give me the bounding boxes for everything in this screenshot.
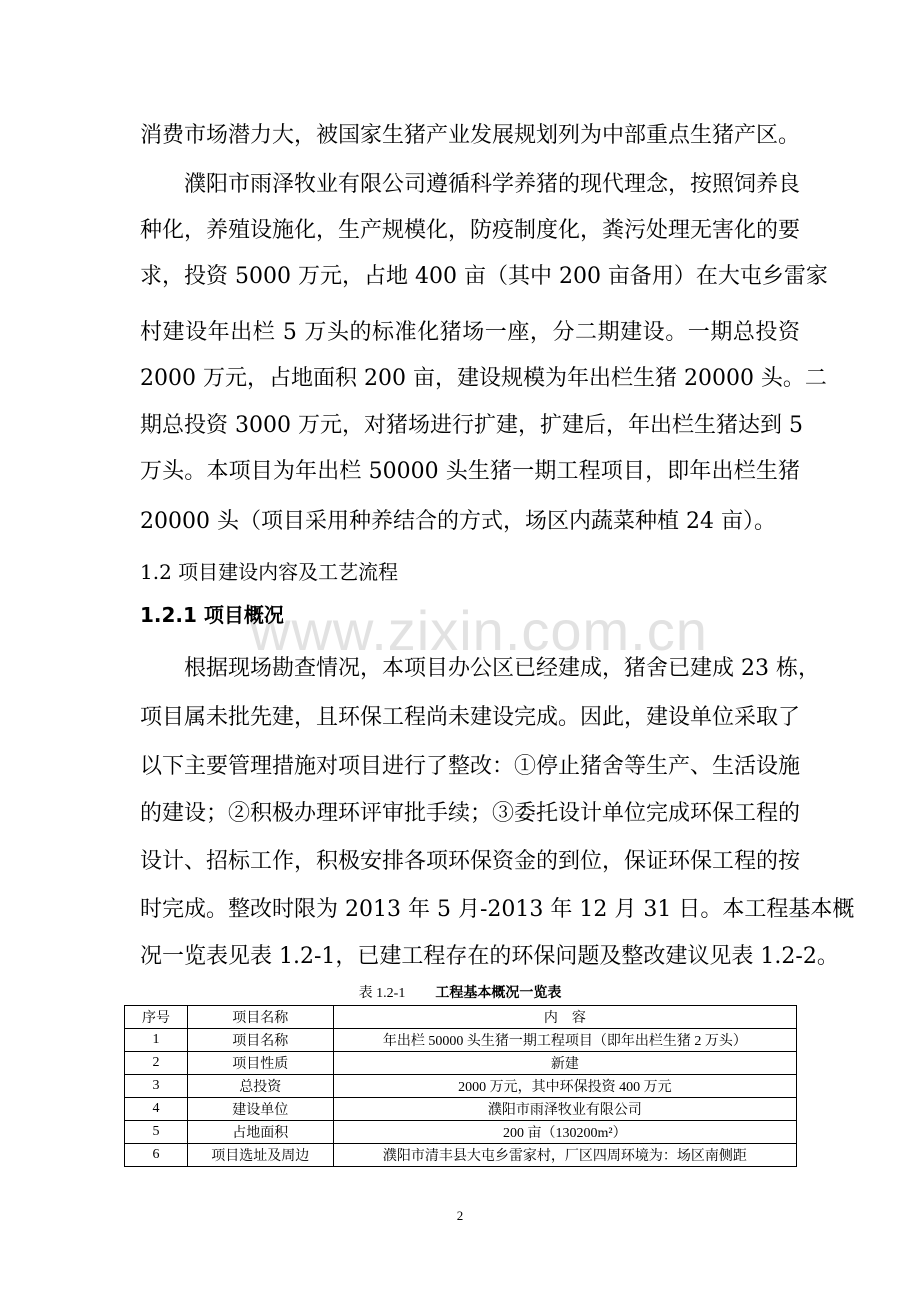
table-row (125, 1052, 797, 1075)
paragraph-line: 期总投资 3000 万元，对猪场进行扩建，扩建后，年出栏生猪达到 5 (140, 413, 803, 438)
paragraph-line: 2000 万元，占地面积 200 亩，建设规模为年出栏生猪 20000 头。二 (140, 366, 827, 391)
paragraph-line: 根据现场勘查情况，本项目办公区已经建成，猪舍已建成 23 栋， (184, 656, 820, 681)
paragraph-line: 消费市场潜力大，被国家生猪产业发展规划列为中部重点生猪产区。 (140, 123, 801, 148)
paragraph-line: 濮阳市雨泽牧业有限公司遵循科学养猪的现代理念，按照饲养良 (184, 172, 801, 197)
paragraph-line: 求，投资 5000 万元，占地 400 亩（其中 200 亩备用）在大屯乡雷家 (140, 264, 828, 289)
table-header-row (125, 1006, 797, 1029)
table-header-cell: 内 容 (333, 1006, 796, 1029)
table-row (125, 1144, 797, 1167)
table-cell: 项目选址及周边 (187, 1144, 333, 1167)
table-caption-title: 工程基本概况一览表 (435, 985, 562, 1001)
paragraph-line: 村建设年出栏 5 万头的标准化猪场一座，分二期建设。一期总投资 (140, 320, 800, 345)
table-cell: 2 (125, 1052, 188, 1075)
table-cell: 200 亩（130200m²） (333, 1121, 796, 1144)
paragraph-line: 20000 头（项目采用种养结合的方式，场区内蔬菜种植 24 亩）。 (140, 509, 776, 534)
table-cell: 建设单位 (187, 1098, 333, 1121)
table-cell: 新建 (333, 1052, 796, 1075)
section-heading: 1.2 项目建设内容及工艺流程 (140, 560, 399, 584)
table-cell: 1 (125, 1029, 188, 1052)
table-cell: 3 (125, 1075, 188, 1098)
table-cell: 项目性质 (187, 1052, 333, 1075)
table-cell: 占地面积 (187, 1121, 333, 1144)
paragraph-line: 的建设；②积极办理环评审批手续；③委托设计单位完成环保工程的 (140, 801, 801, 826)
table-cell: 6 (125, 1144, 188, 1167)
table-cell: 2000 万元，其中环保投资 400 万元 (333, 1075, 796, 1098)
paragraph-line: 况一览表见表 1.2-1，已建工程存在的环保问题及整改建议见表 1.2-2。 (140, 944, 839, 969)
paragraph-line: 以下主要管理措施对项目进行了整改：①停止猪舍等生产、生活设施 (140, 754, 801, 779)
table-row (125, 1121, 797, 1144)
table-row (125, 1029, 797, 1052)
paragraph-line: 项目属未批先建，且环保工程尚未建设完成。因此，建设单位采取了 (140, 705, 801, 730)
paragraph-line: 万头。本项目为年出栏 50000 头生猪一期工程项目，即年出栏生猪 (140, 459, 800, 484)
table-header-cell: 项目名称 (187, 1006, 333, 1029)
table-cell: 5 (125, 1121, 188, 1144)
table-cell: 濮阳市雨泽牧业有限公司 (333, 1098, 796, 1121)
table-cell: 4 (125, 1098, 188, 1121)
table-header-cell: 序号 (125, 1006, 188, 1029)
table-cell: 年出栏 50000 头生猪一期工程项目（即年出栏生猪 2 万头） (333, 1029, 796, 1052)
table-caption (0, 983, 920, 1004)
page-number: 2 (456, 1208, 464, 1223)
table-caption-number: 表 1.2-1 (358, 986, 406, 1001)
table-row (125, 1098, 797, 1121)
subsection-heading: 1.2.1 项目概况 (140, 603, 284, 627)
paragraph-line: 设计、招标工作，积极安排各项环保资金的到位，保证环保工程的按 (140, 849, 801, 874)
paragraph-line: 种化，养殖设施化，生产规模化，防疫制度化，粪污处理无害化的要 (140, 218, 801, 243)
table-cell: 濮阳市清丰县大屯乡雷家村，厂区四周环境为：场区南侧距 (333, 1144, 796, 1167)
table-row (125, 1075, 797, 1098)
table-cell: 总投资 (187, 1075, 333, 1098)
project-overview-table (124, 1005, 797, 1167)
paragraph-line: 时完成。整改时限为 2013 年 5 月-2013 年 12 月 31 日。本工程基本概 (140, 897, 855, 922)
watermark: www.zixin.com.cn (250, 599, 708, 662)
table-cell: 项目名称 (187, 1029, 333, 1052)
